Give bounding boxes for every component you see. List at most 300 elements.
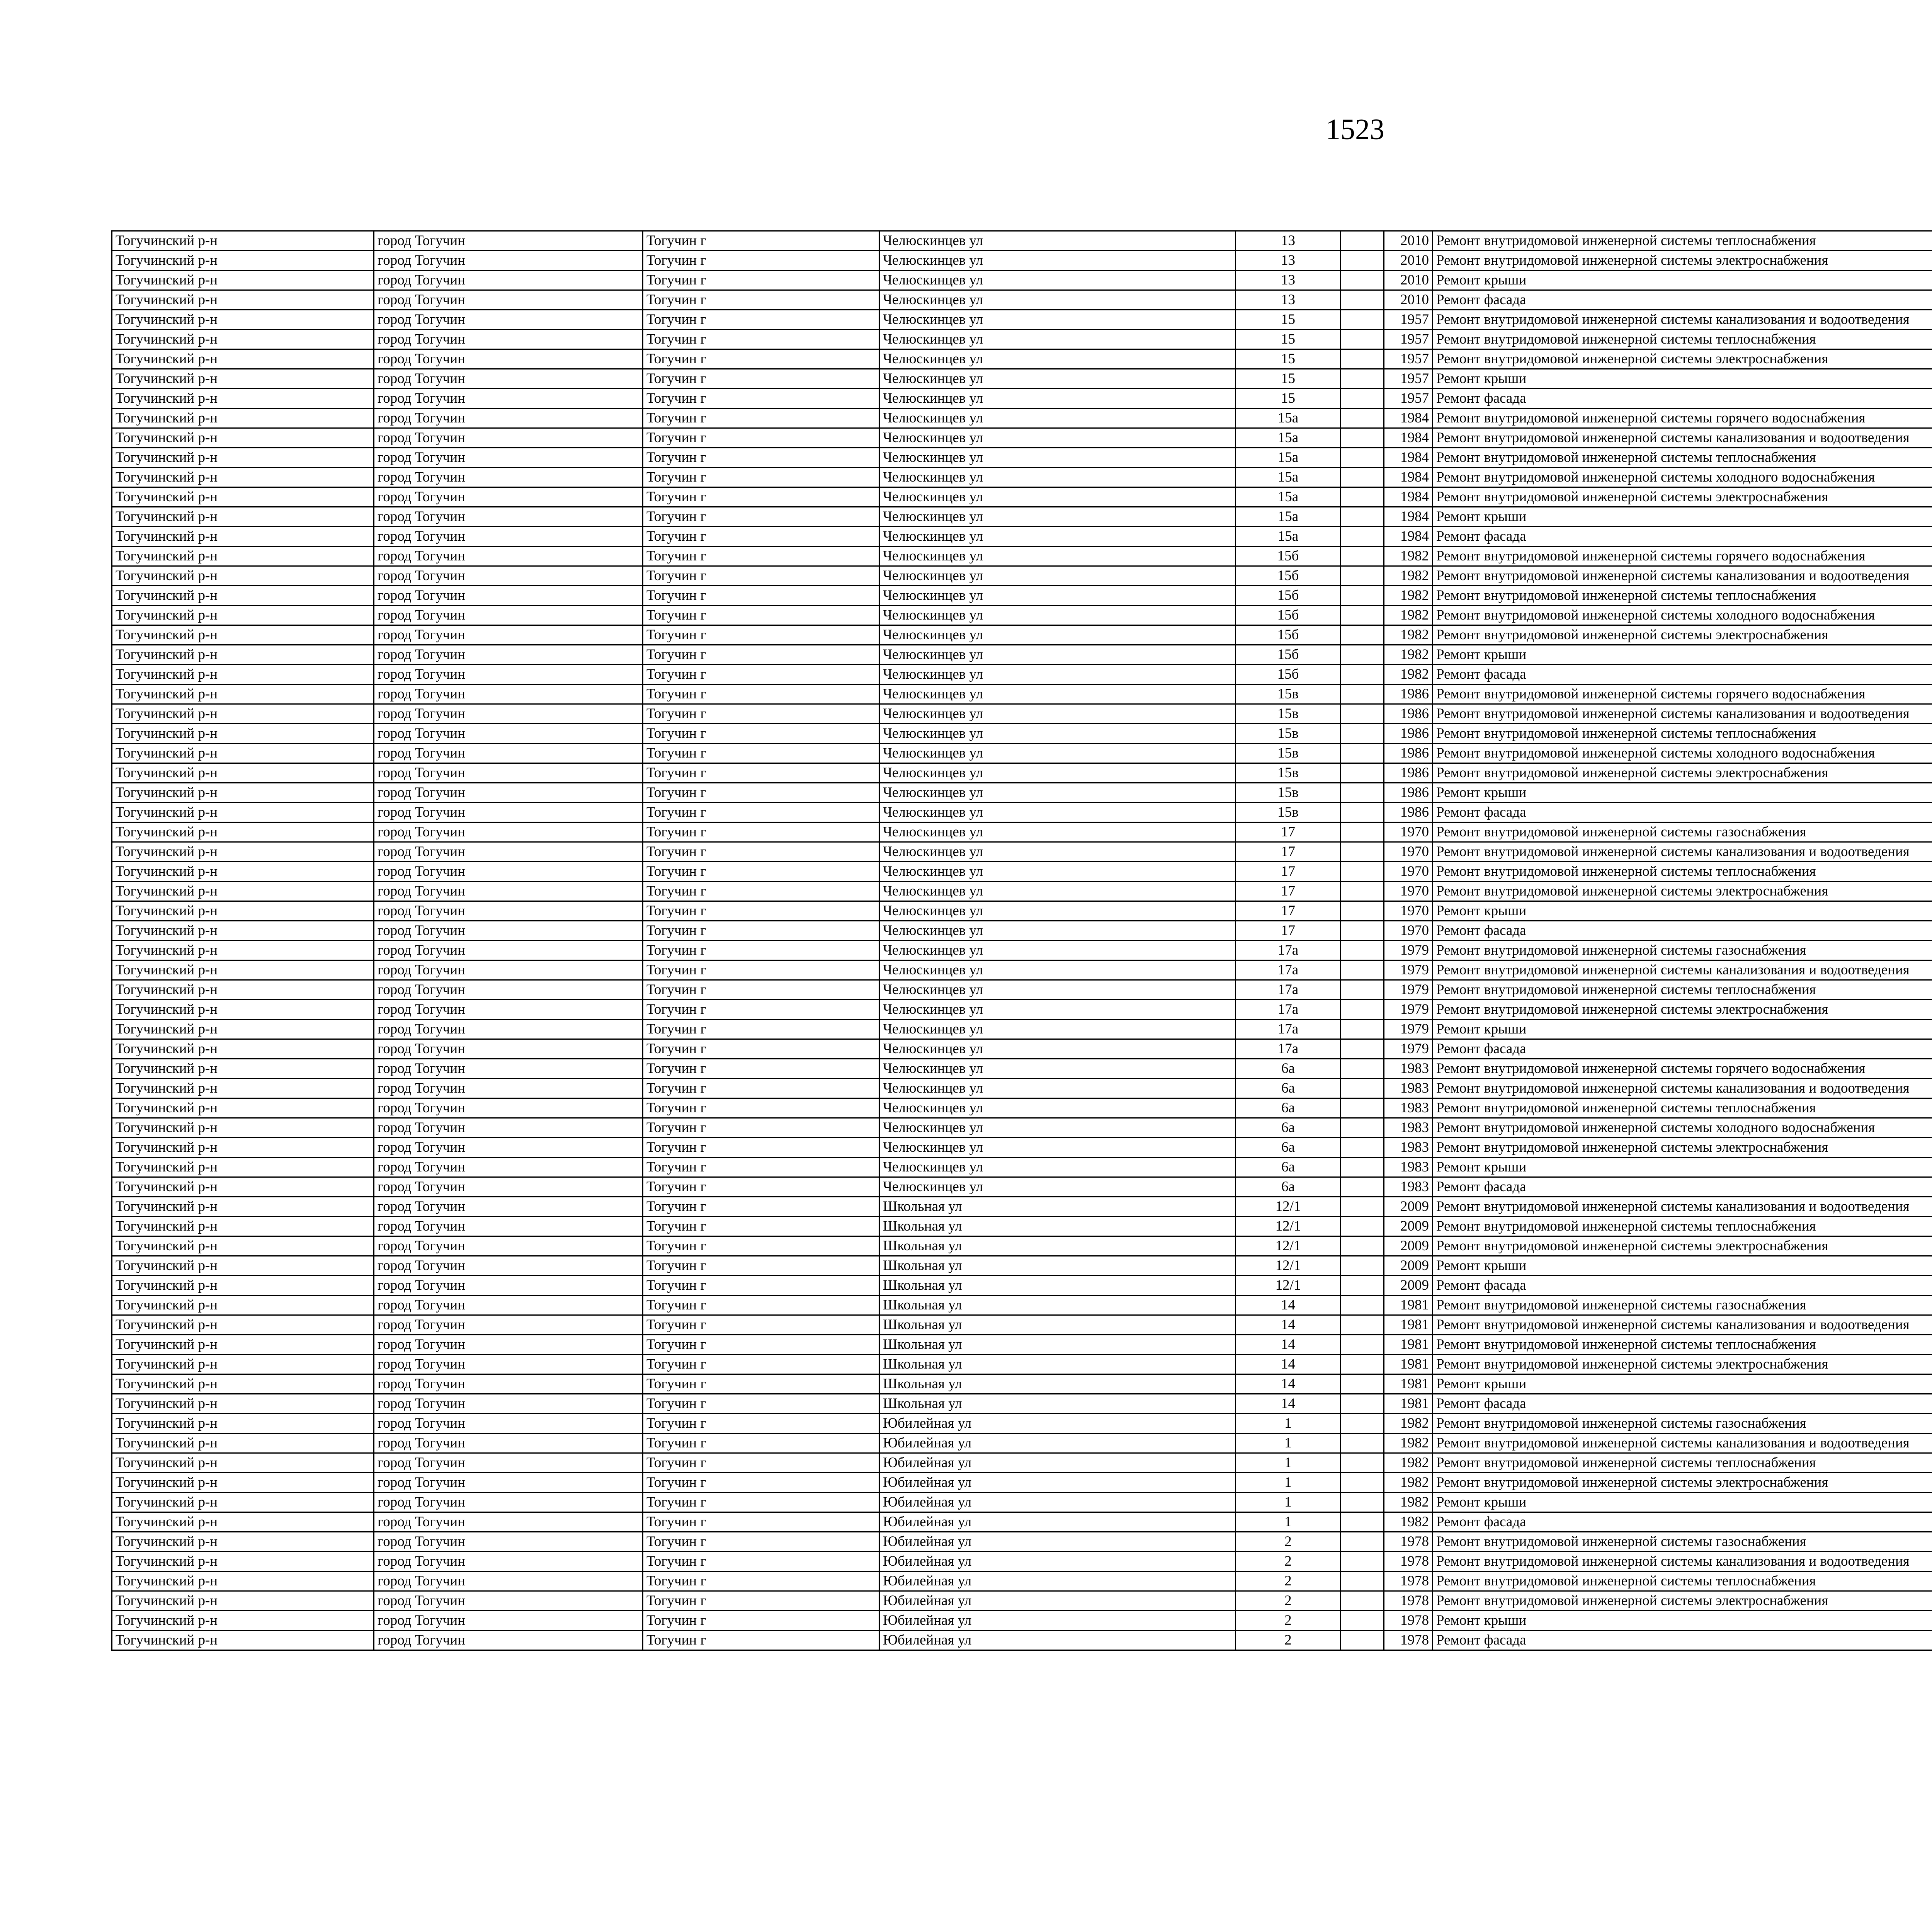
district-cell: Тогучинский р-н: [112, 1039, 374, 1059]
work-type-cell: Ремонт внутридомовой инженерной системы теплоснабжения: [1433, 1571, 1932, 1591]
municipality-cell: город Тогучин: [374, 1000, 643, 1020]
district-cell: Тогучинский р-н: [112, 330, 374, 349]
street-cell: Челюскинцев ул: [879, 842, 1236, 862]
street-cell: Челюскинцев ул: [879, 882, 1236, 901]
house-number-cell: 17а: [1236, 1020, 1341, 1039]
year-built-cell: 1978: [1384, 1532, 1433, 1552]
work-type-cell: Ремонт фасада: [1433, 1631, 1932, 1650]
house-number-cell: 15: [1236, 389, 1341, 409]
extra-cell: [1341, 645, 1384, 665]
municipality-cell: город Тогучин: [374, 1138, 643, 1158]
district-cell: Тогучинский р-н: [112, 1493, 374, 1512]
year-built-cell: 1984: [1384, 527, 1433, 546]
district-cell: Тогучинский р-н: [112, 665, 374, 684]
district-cell: Тогучинский р-н: [112, 744, 374, 763]
house-number-cell: 15в: [1236, 763, 1341, 783]
municipality-cell: город Тогучин: [374, 468, 643, 487]
city-cell: Тогучин г: [643, 527, 879, 546]
house-number-cell: 17а: [1236, 1000, 1341, 1020]
municipality-cell: город Тогучин: [374, 625, 643, 645]
street-cell: Юбилейная ул: [879, 1611, 1236, 1631]
street-cell: Школьная ул: [879, 1197, 1236, 1217]
city-cell: Тогучин г: [643, 1414, 879, 1433]
municipality-cell: город Тогучин: [374, 1611, 643, 1631]
street-cell: Челюскинцев ул: [879, 409, 1236, 428]
district-cell: Тогучинский р-н: [112, 901, 374, 921]
work-type-cell: Ремонт внутридомовой инженерной системы электроснабжения: [1433, 763, 1932, 783]
work-type-cell: Ремонт внутридомовой инженерной системы электроснабжения: [1433, 487, 1932, 507]
municipality-cell: город Тогучин: [374, 882, 643, 901]
year-built-cell: 1970: [1384, 921, 1433, 941]
municipality-cell: город Тогучин: [374, 1039, 643, 1059]
work-type-cell: Ремонт внутридомовой инженерной системы канализования и водоотведения: [1433, 704, 1932, 724]
extra-cell: [1341, 1039, 1384, 1059]
city-cell: Тогучин г: [643, 1276, 879, 1296]
work-type-cell: Ремонт крыши: [1433, 271, 1932, 290]
extra-cell: [1341, 1217, 1384, 1236]
city-cell: Тогучин г: [643, 744, 879, 763]
street-cell: Школьная ул: [879, 1374, 1236, 1394]
street-cell: Челюскинцев ул: [879, 1177, 1236, 1197]
street-cell: Челюскинцев ул: [879, 507, 1236, 527]
work-type-cell: Ремонт крыши: [1433, 1256, 1932, 1276]
table-row: [112, 1433, 1932, 1453]
work-type-cell: Ремонт крыши: [1433, 901, 1932, 921]
street-cell: Челюскинцев ул: [879, 960, 1236, 980]
city-cell: Тогучин г: [643, 1355, 879, 1374]
municipality-cell: город Тогучин: [374, 645, 643, 665]
city-cell: Тогучин г: [643, 941, 879, 960]
street-cell: Юбилейная ул: [879, 1433, 1236, 1453]
table-row: [112, 1591, 1932, 1611]
district-cell: Тогучинский р-н: [112, 724, 374, 744]
street-cell: Школьная ул: [879, 1296, 1236, 1315]
house-number-cell: 15в: [1236, 704, 1341, 724]
table-row: [112, 783, 1932, 803]
year-built-cell: 1957: [1384, 349, 1433, 369]
district-cell: Тогучинский р-н: [112, 1059, 374, 1079]
work-type-cell: Ремонт внутридомовой инженерной системы теплоснабжения: [1433, 724, 1932, 744]
year-built-cell: 2010: [1384, 290, 1433, 310]
district-cell: Тогучинский р-н: [112, 960, 374, 980]
extra-cell: [1341, 1079, 1384, 1098]
extra-cell: [1341, 1177, 1384, 1197]
house-number-cell: 2: [1236, 1532, 1341, 1552]
street-cell: Юбилейная ул: [879, 1453, 1236, 1473]
municipality-cell: город Тогучин: [374, 409, 643, 428]
municipality-cell: город Тогучин: [374, 527, 643, 546]
work-type-cell: Ремонт крыши: [1433, 783, 1932, 803]
year-built-cell: 1970: [1384, 882, 1433, 901]
district-cell: Тогучинский р-н: [112, 1532, 374, 1552]
table-row: [112, 921, 1932, 941]
municipality-cell: город Тогучин: [374, 862, 643, 882]
district-cell: Тогучинский р-н: [112, 1473, 374, 1493]
house-number-cell: 15б: [1236, 586, 1341, 606]
year-built-cell: 2009: [1384, 1217, 1433, 1236]
table-row: [112, 665, 1932, 684]
district-cell: Тогучинский р-н: [112, 1236, 374, 1256]
house-number-cell: 12/1: [1236, 1197, 1341, 1217]
year-built-cell: 1982: [1384, 606, 1433, 625]
extra-cell: [1341, 960, 1384, 980]
house-number-cell: 17а: [1236, 980, 1341, 1000]
street-cell: Юбилейная ул: [879, 1414, 1236, 1433]
work-type-cell: Ремонт внутридомовой инженерной системы электроснабжения: [1433, 1236, 1932, 1256]
year-built-cell: 1957: [1384, 330, 1433, 349]
street-cell: Челюскинцев ул: [879, 704, 1236, 724]
city-cell: Тогучин г: [643, 1118, 879, 1138]
extra-cell: [1341, 1236, 1384, 1256]
table-row: [112, 409, 1932, 428]
municipality-cell: город Тогучин: [374, 980, 643, 1000]
work-type-cell: Ремонт крыши: [1433, 1611, 1932, 1631]
district-cell: Тогучинский р-н: [112, 1571, 374, 1591]
extra-cell: [1341, 1335, 1384, 1355]
work-type-cell: Ремонт фасада: [1433, 1039, 1932, 1059]
year-built-cell: 1984: [1384, 428, 1433, 448]
city-cell: Тогучин г: [643, 566, 879, 586]
municipality-cell: город Тогучин: [374, 1571, 643, 1591]
house-number-cell: 12/1: [1236, 1236, 1341, 1256]
house-number-cell: 6а: [1236, 1118, 1341, 1138]
extra-cell: [1341, 1552, 1384, 1571]
city-cell: Тогучин г: [643, 921, 879, 941]
district-cell: Тогучинский р-н: [112, 231, 374, 251]
house-number-cell: 15а: [1236, 468, 1341, 487]
street-cell: Челюскинцев ул: [879, 980, 1236, 1000]
district-cell: Тогучинский р-н: [112, 1315, 374, 1335]
table-row: [112, 468, 1932, 487]
municipality-cell: город Тогучин: [374, 1473, 643, 1493]
city-cell: Тогучин г: [643, 783, 879, 803]
district-cell: Тогучинский р-н: [112, 1276, 374, 1296]
table-row: [112, 862, 1932, 882]
year-built-cell: 1983: [1384, 1118, 1433, 1138]
city-cell: Тогучин г: [643, 546, 879, 566]
house-number-cell: 2: [1236, 1552, 1341, 1571]
work-type-cell: Ремонт внутридомовой инженерной системы канализования и водоотведения: [1433, 960, 1932, 980]
street-cell: Челюскинцев ул: [879, 941, 1236, 960]
work-type-cell: Ремонт внутридомовой инженерной системы канализования и водоотведения: [1433, 566, 1932, 586]
extra-cell: [1341, 251, 1384, 271]
city-cell: Тогучин г: [643, 1217, 879, 1236]
municipality-cell: город Тогучин: [374, 1118, 643, 1138]
district-cell: Тогучинский р-н: [112, 507, 374, 527]
work-type-cell: Ремонт внутридомовой инженерной системы электроснабжения: [1433, 1000, 1932, 1020]
city-cell: Тогучин г: [643, 369, 879, 389]
city-cell: Тогучин г: [643, 448, 879, 468]
municipality-cell: город Тогучин: [374, 231, 643, 251]
year-built-cell: 1984: [1384, 448, 1433, 468]
table-row: [112, 1059, 1932, 1079]
city-cell: Тогучин г: [643, 1394, 879, 1414]
city-cell: Тогучин г: [643, 468, 879, 487]
district-cell: Тогучинский р-н: [112, 803, 374, 822]
work-type-cell: Ремонт внутридомовой инженерной системы горячего водоснабжения: [1433, 1059, 1932, 1079]
year-built-cell: 1978: [1384, 1591, 1433, 1611]
work-type-cell: Ремонт внутридомовой инженерной системы канализования и водоотведения: [1433, 842, 1932, 862]
work-type-cell: Ремонт внутридомовой инженерной системы теплоснабжения: [1433, 1217, 1932, 1236]
district-cell: Тогучинский р-н: [112, 783, 374, 803]
street-cell: Челюскинцев ул: [879, 586, 1236, 606]
extra-cell: [1341, 546, 1384, 566]
work-type-cell: Ремонт внутридомовой инженерной системы теплоснабжения: [1433, 980, 1932, 1000]
extra-cell: [1341, 1138, 1384, 1158]
municipality-cell: город Тогучин: [374, 724, 643, 744]
street-cell: Юбилейная ул: [879, 1473, 1236, 1493]
table-row: [112, 1098, 1932, 1118]
table-row: [112, 271, 1932, 290]
district-cell: Тогучинский р-н: [112, 369, 374, 389]
district-cell: Тогучинский р-н: [112, 1098, 374, 1118]
table-row: [112, 330, 1932, 349]
street-cell: Юбилейная ул: [879, 1493, 1236, 1512]
work-type-cell: Ремонт внутридомовой инженерной системы теплоснабжения: [1433, 231, 1932, 251]
table-row: [112, 389, 1932, 409]
street-cell: Челюскинцев ул: [879, 822, 1236, 842]
municipality-cell: город Тогучин: [374, 704, 643, 724]
table-row: [112, 1217, 1932, 1236]
year-built-cell: 1983: [1384, 1177, 1433, 1197]
municipality-cell: город Тогучин: [374, 428, 643, 448]
street-cell: Школьная ул: [879, 1256, 1236, 1276]
house-number-cell: 15а: [1236, 527, 1341, 546]
city-cell: Тогучин г: [643, 1473, 879, 1493]
city-cell: Тогучин г: [643, 586, 879, 606]
city-cell: Тогучин г: [643, 1138, 879, 1158]
municipality-cell: город Тогучин: [374, 1158, 643, 1177]
district-cell: Тогучинский р-н: [112, 1512, 374, 1532]
house-number-cell: 15б: [1236, 566, 1341, 586]
municipality-cell: город Тогучин: [374, 487, 643, 507]
street-cell: Челюскинцев ул: [879, 1039, 1236, 1059]
year-built-cell: 1957: [1384, 310, 1433, 330]
municipality-cell: город Тогучин: [374, 1374, 643, 1394]
municipality-cell: город Тогучин: [374, 1355, 643, 1374]
municipality-cell: город Тогучин: [374, 389, 643, 409]
extra-cell: [1341, 1355, 1384, 1374]
work-type-cell: Ремонт внутридомовой инженерной системы канализования и водоотведения: [1433, 1315, 1932, 1335]
work-type-cell: Ремонт внутридомовой инженерной системы холодного водоснабжения: [1433, 468, 1932, 487]
work-type-cell: Ремонт фасада: [1433, 665, 1932, 684]
work-type-cell: Ремонт внутридомовой инженерной системы холодного водоснабжения: [1433, 744, 1932, 763]
work-type-cell: Ремонт крыши: [1433, 645, 1932, 665]
extra-cell: [1341, 290, 1384, 310]
street-cell: Челюскинцев ул: [879, 1059, 1236, 1079]
house-number-cell: 15а: [1236, 448, 1341, 468]
page-number: 1523: [1326, 113, 1384, 146]
city-cell: Тогучин г: [643, 1000, 879, 1020]
street-cell: Челюскинцев ул: [879, 724, 1236, 744]
extra-cell: [1341, 1000, 1384, 1020]
table-row: [112, 763, 1932, 783]
year-built-cell: 2009: [1384, 1197, 1433, 1217]
municipality-cell: город Тогучин: [374, 606, 643, 625]
year-built-cell: 1979: [1384, 941, 1433, 960]
municipality-cell: город Тогучин: [374, 330, 643, 349]
city-cell: Тогучин г: [643, 724, 879, 744]
street-cell: Челюскинцев ул: [879, 448, 1236, 468]
municipality-cell: город Тогучин: [374, 546, 643, 566]
extra-cell: [1341, 1433, 1384, 1453]
house-number-cell: 15а: [1236, 507, 1341, 527]
street-cell: Челюскинцев ул: [879, 566, 1236, 586]
house-number-cell: 17: [1236, 822, 1341, 842]
street-cell: Школьная ул: [879, 1355, 1236, 1374]
table-row: [112, 428, 1932, 448]
year-built-cell: 1986: [1384, 783, 1433, 803]
work-type-cell: Ремонт внутридомовой инженерной системы холодного водоснабжения: [1433, 606, 1932, 625]
table-row: [112, 1571, 1932, 1591]
city-cell: Тогучин г: [643, 389, 879, 409]
city-cell: Тогучин г: [643, 507, 879, 527]
house-number-cell: 17: [1236, 901, 1341, 921]
year-built-cell: 2010: [1384, 231, 1433, 251]
extra-cell: [1341, 1296, 1384, 1315]
year-built-cell: 1982: [1384, 1473, 1433, 1493]
extra-cell: [1341, 665, 1384, 684]
municipality-cell: город Тогучин: [374, 921, 643, 941]
extra-cell: [1341, 704, 1384, 724]
municipality-cell: город Тогучин: [374, 566, 643, 586]
table-row: [112, 941, 1932, 960]
district-cell: Тогучинский р-н: [112, 389, 374, 409]
municipality-cell: город Тогучин: [374, 783, 643, 803]
year-built-cell: 1970: [1384, 862, 1433, 882]
house-number-cell: 15а: [1236, 409, 1341, 428]
city-cell: Тогучин г: [643, 1532, 879, 1552]
table-row: [112, 744, 1932, 763]
district-cell: Тогучинский р-н: [112, 546, 374, 566]
house-number-cell: 2: [1236, 1631, 1341, 1650]
extra-cell: [1341, 468, 1384, 487]
table-row: [112, 527, 1932, 546]
work-type-cell: Ремонт внутридомовой инженерной системы теплоснабжения: [1433, 586, 1932, 606]
city-cell: Тогучин г: [643, 1098, 879, 1118]
district-cell: Тогучинский р-н: [112, 290, 374, 310]
city-cell: Тогучин г: [643, 1020, 879, 1039]
municipality-cell: город Тогучин: [374, 803, 643, 822]
city-cell: Тогучин г: [643, 1335, 879, 1355]
year-built-cell: 1978: [1384, 1611, 1433, 1631]
city-cell: Тогучин г: [643, 1039, 879, 1059]
work-type-cell: Ремонт внутридомовой инженерной системы газоснабжения: [1433, 1296, 1932, 1315]
municipality-cell: город Тогучин: [374, 507, 643, 527]
municipality-cell: город Тогучин: [374, 1276, 643, 1296]
table-row: [112, 724, 1932, 744]
table-row: [112, 1552, 1932, 1571]
district-cell: Тогучинский р-н: [112, 684, 374, 704]
table-row: [112, 1473, 1932, 1493]
extra-cell: [1341, 487, 1384, 507]
extra-cell: [1341, 1512, 1384, 1532]
street-cell: Юбилейная ул: [879, 1552, 1236, 1571]
district-cell: Тогучинский р-н: [112, 1591, 374, 1611]
extra-cell: [1341, 724, 1384, 744]
table-row: [112, 1000, 1932, 1020]
street-cell: Юбилейная ул: [879, 1631, 1236, 1650]
work-type-cell: Ремонт внутридомовой инженерной системы электроснабжения: [1433, 625, 1932, 645]
street-cell: Челюскинцев ул: [879, 369, 1236, 389]
year-built-cell: 1986: [1384, 684, 1433, 704]
house-number-cell: 1: [1236, 1414, 1341, 1433]
extra-cell: [1341, 1276, 1384, 1296]
district-cell: Тогучинский р-н: [112, 1552, 374, 1571]
city-cell: Тогучин г: [643, 1611, 879, 1631]
district-cell: Тогучинский р-н: [112, 271, 374, 290]
district-cell: Тогучинский р-н: [112, 1394, 374, 1414]
municipality-cell: город Тогучин: [374, 369, 643, 389]
table-row: [112, 448, 1932, 468]
work-type-cell: Ремонт внутридомовой инженерной системы теплоснабжения: [1433, 1453, 1932, 1473]
city-cell: Тогучин г: [643, 1197, 879, 1217]
year-built-cell: 1970: [1384, 822, 1433, 842]
district-cell: Тогучинский р-н: [112, 822, 374, 842]
table-row: [112, 1138, 1932, 1158]
extra-cell: [1341, 1098, 1384, 1118]
table-row: [112, 704, 1932, 724]
work-type-cell: Ремонт внутридомовой инженерной системы теплоснабжения: [1433, 448, 1932, 468]
municipality-cell: город Тогучин: [374, 349, 643, 369]
street-cell: Челюскинцев ул: [879, 763, 1236, 783]
house-number-cell: 15б: [1236, 546, 1341, 566]
table-row: [112, 1493, 1932, 1512]
city-cell: Тогучин г: [643, 980, 879, 1000]
municipality-cell: город Тогучин: [374, 1197, 643, 1217]
table-row: [112, 1374, 1932, 1394]
year-built-cell: 1981: [1384, 1394, 1433, 1414]
extra-cell: [1341, 1532, 1384, 1552]
street-cell: Школьная ул: [879, 1236, 1236, 1256]
year-built-cell: 1979: [1384, 1020, 1433, 1039]
year-built-cell: 1986: [1384, 724, 1433, 744]
district-cell: Тогучинский р-н: [112, 1138, 374, 1158]
street-cell: Челюскинцев ул: [879, 271, 1236, 290]
municipality-cell: город Тогучин: [374, 1020, 643, 1039]
city-cell: Тогучин г: [643, 349, 879, 369]
house-number-cell: 13: [1236, 290, 1341, 310]
street-cell: Челюскинцев ул: [879, 1079, 1236, 1098]
district-cell: Тогучинский р-н: [112, 349, 374, 369]
district-cell: Тогучинский р-н: [112, 606, 374, 625]
street-cell: Юбилейная ул: [879, 1571, 1236, 1591]
city-cell: Тогучин г: [643, 487, 879, 507]
district-cell: Тогучинский р-н: [112, 468, 374, 487]
work-type-cell: Ремонт внутридомовой инженерной системы холодного водоснабжения: [1433, 1118, 1932, 1138]
table-row: [112, 960, 1932, 980]
municipality-cell: город Тогучин: [374, 1177, 643, 1197]
work-type-cell: Ремонт внутридомовой инженерной системы электроснабжения: [1433, 1138, 1932, 1158]
year-built-cell: 1970: [1384, 901, 1433, 921]
house-number-cell: 17: [1236, 882, 1341, 901]
work-type-cell: Ремонт внутридомовой инженерной системы электроснабжения: [1433, 882, 1932, 901]
city-cell: Тогучин г: [643, 1631, 879, 1650]
extra-cell: [1341, 566, 1384, 586]
city-cell: Тогучин г: [643, 763, 879, 783]
year-built-cell: 1978: [1384, 1631, 1433, 1650]
work-type-cell: Ремонт фасада: [1433, 1177, 1932, 1197]
extra-cell: [1341, 310, 1384, 330]
year-built-cell: 1982: [1384, 645, 1433, 665]
year-built-cell: 1981: [1384, 1335, 1433, 1355]
table-row: [112, 1236, 1932, 1256]
table-row: [112, 1039, 1932, 1059]
year-built-cell: 1986: [1384, 704, 1433, 724]
municipality-cell: город Тогучин: [374, 665, 643, 684]
district-cell: Тогучинский р-н: [112, 1197, 374, 1217]
work-type-cell: Ремонт крыши: [1433, 1158, 1932, 1177]
